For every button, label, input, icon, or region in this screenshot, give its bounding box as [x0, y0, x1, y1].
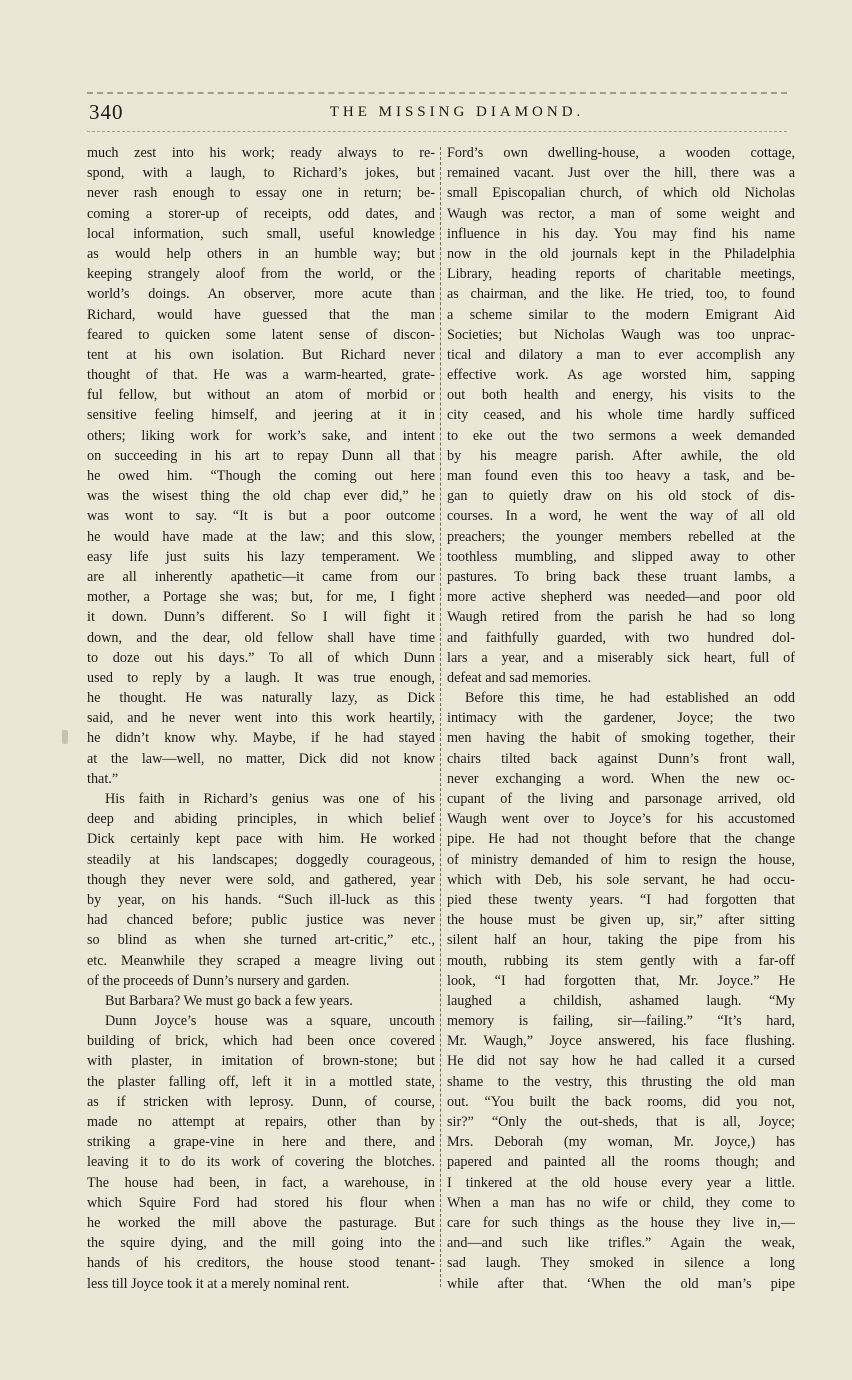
text-line: others; liking work for work’s sake, and intent [87, 427, 435, 444]
text-line: Before this time, he had established an odd [465, 690, 795, 707]
text-line: Waugh went over to Joyce’s for his accustomed [447, 811, 795, 828]
text-line: mother, a Portage she was; but, for me, I fight [87, 589, 435, 606]
text-line: out. “You built the back rooms, did you not, [447, 1093, 795, 1110]
text-line: deep and abiding principles, in which belief [87, 811, 435, 828]
text-line: I tinkered at the old house every year a little. [447, 1174, 795, 1191]
text-line: world’s doings. An observer, more acute than [87, 286, 435, 303]
text-line: intimacy with the gardener, Joyce; the two [447, 710, 795, 727]
text-line: pied these twenty years. “I had forgotten that [447, 891, 795, 908]
text-line: mouth, rubbing its stem gently with a far-off [447, 952, 795, 969]
text-line: building of brick, which had been once covered [87, 1033, 435, 1050]
top-ornamental-rule [87, 92, 787, 94]
text-line: sad laugh. They smoked in silence a long [447, 1255, 795, 1272]
text-line: silent half an hour, taking the pipe from his [447, 932, 795, 949]
text-line: pastures. To bring back these truant lambs, a [447, 568, 795, 585]
text-line: leaving it to do its work of covering the blotches. [87, 1154, 435, 1171]
text-line: Library, heading reports of charitable meetings, [447, 266, 795, 283]
text-line: though they never were sold, and gathered, year [87, 871, 435, 888]
text-line: less till Joyce took it at a merely nominal rent. [87, 1275, 350, 1292]
text-line: as if stricken with leprosy. Dunn, of course, [87, 1093, 435, 1110]
text-line: so blind as when she turned art-critic,” etc., [87, 932, 435, 949]
page-number: 340 [89, 100, 124, 124]
text-line: ful fellow, but without an atom of morbid or [87, 387, 435, 404]
text-line: he didn’t know why. Maybe, if he had stayed [87, 730, 435, 747]
text-line: said, and he never went into this work heartily, [87, 710, 435, 727]
text-line: Dunn Joyce’s house was a square, uncouth [105, 1013, 435, 1030]
text-line: Waugh was rector, a man of some weight and [447, 205, 795, 222]
text-line: and—and such like trifles.” Again the weak, [447, 1235, 795, 1252]
text-line: had chanced before; public justice was never [87, 912, 435, 929]
text-line: Ford’s own dwelling-house, a wooden cottage, [447, 145, 795, 161]
text-line: lars a year, and a miserably sick heart, full of [447, 649, 795, 666]
text-line: courses. In a word, he went the way of all old [447, 508, 795, 525]
text-line: sensitive feeling himself, and jeering at it in [87, 407, 435, 424]
text-line: much zest into his work; ready always to re- [87, 145, 435, 161]
text-line: look, “I had forgotten that, Mr. Joyce.” He [447, 972, 795, 989]
text-line: Dick certainly kept pace with him. He worked [87, 831, 435, 848]
text-line: spond, with a laugh, to Richard’s jokes, but [87, 165, 435, 182]
text-line: never exchanging a word. When the new oc- [447, 770, 795, 787]
text-line: He did not say how he had called it a cursed [447, 1053, 795, 1070]
text-line: laughed a childish, ashamed laugh. “My [447, 992, 795, 1009]
text-line: was wont to say. “It is but a poor outcome [87, 508, 435, 525]
text-line: preachers; the younger members rebelled at the [447, 528, 795, 545]
text-line: tent at his own isolation. But Richard never [87, 346, 435, 363]
header-underline-rule [87, 131, 787, 132]
text-line: he owed him. “Though the coming out here [87, 468, 435, 484]
right-text-column [447, 143, 795, 1294]
text-line: thought of that. He was a warm-hearted, grate- [87, 367, 435, 384]
text-line: as chairman, and the like. He tried, too, to found [447, 286, 795, 303]
text-line: while after that. ‘When the old man’s pipe [447, 1275, 795, 1292]
text-line: The house had been, in fact, a warehouse, in [87, 1174, 435, 1191]
text-line: Societies; but Nicholas Waugh was too unprac- [447, 326, 795, 343]
page-header [87, 100, 787, 126]
text-line: toothless mumbling, and slipped away to other [447, 548, 795, 565]
column-divider [440, 147, 441, 1287]
text-line: by year, on his hands. “Such ill-luck as this [87, 891, 435, 908]
text-line: effective work. As age worsted him, sapping [447, 367, 795, 384]
text-line: cupant of the living and parsonage arrived, old [447, 791, 795, 807]
text-line: His faith in Richard’s genius was one of his [105, 791, 435, 807]
text-line: of the proceeds of Dunn’s nursery and garden. [87, 972, 350, 989]
text-line: never rash enough to essay one in return; be- [87, 185, 435, 202]
text-line: by his meagre parish. After awhile, the old [447, 447, 795, 464]
text-line: etc. Meanwhile they scraped a meagre living out [87, 952, 435, 969]
text-line: down, and the dear, old fellow shall have time [87, 629, 435, 646]
text-line: to doze out his days.” To all of which Dunn [87, 649, 435, 666]
text-line: now in the old journals kept in the Philadelphia [447, 245, 795, 262]
text-line: the house must be given up, sir,” after sitting [447, 912, 795, 929]
text-line: influence in his day. You may find his name [447, 225, 795, 242]
text-line: more active shepherd was needed—and poor old [447, 589, 795, 606]
text-line: of ministry demanded of him to resign the house, [447, 851, 795, 868]
text-line: city ceased, and his whole time hardly sufficed [447, 407, 795, 424]
text-line: hands of his creditors, the house stood tenant- [87, 1255, 435, 1272]
text-line: with plaster, in imitation of brown-stone; but [87, 1053, 435, 1070]
text-line: striking a grape-vine in here and there, and [87, 1134, 435, 1151]
text-line: local information, such small, useful knowledge [87, 225, 435, 242]
text-line: Waugh retired from the parish he had so long [447, 609, 795, 626]
text-line: gan to quietly draw on his old stock of dis- [447, 488, 795, 505]
text-line: tical and dilatory a man to ever accomplish any [447, 346, 795, 363]
text-line: chairs tilted back against Dunn’s front wall, [447, 750, 795, 767]
left-text-column [87, 143, 435, 1294]
text-line: easy life just suits his lazy temperament. We [87, 548, 435, 565]
text-line: he would have made at the law; and this slow, [87, 528, 435, 545]
text-line: as would help others in an humble way; but [87, 245, 435, 262]
text-line: the plaster falling off, left it in a mottled state, [87, 1073, 435, 1090]
text-line: care for such things as the house they live in,— [447, 1214, 795, 1231]
text-line: men having the habit of smoking together, their [447, 730, 795, 747]
text-line: that.” [87, 770, 119, 787]
text-line: memory is failing, sir—failing.” “It’s hard, [447, 1013, 795, 1030]
text-line: was the wisest thing the old chap ever did,” he [87, 488, 435, 505]
text-line: are all inherently apathetic—it came from our [87, 568, 435, 585]
text-line: used to reply by a laugh. It was true enough, [87, 669, 435, 686]
text-line: remained vacant. Just over the hill, there was a [447, 165, 795, 182]
text-line: shame to the vestry, this thrusting the old man [447, 1073, 795, 1090]
text-line: to eke out the two sermons a week demanded [447, 427, 795, 444]
text-line: defeat and sad memories. [447, 669, 592, 686]
text-line: the squire dying, and the mill going into the [87, 1235, 435, 1252]
running-title: THE MISSING DIAMOND. [329, 104, 585, 120]
text-line: papered and painted all the rooms though; and [447, 1154, 795, 1171]
text-line: and faithfully guarded, with two hundred dol- [447, 629, 795, 646]
text-line: When a man has no wife or child, they come to [447, 1194, 795, 1211]
text-line: man found even this too heavy a task, and be- [447, 468, 795, 484]
text-line: steadily at his landscapes; doggedly courageous, [87, 851, 435, 868]
text-line: which with Deb, his sole servant, he had occu- [447, 871, 795, 888]
text-line: out both health and energy, his visits to the [447, 387, 795, 404]
text-line: Mr. Waugh,” Joyce answered, his face flushing. [447, 1033, 795, 1050]
text-line: pipe. He had not thought before that the change [447, 831, 795, 848]
text-line: sir?” “Only the out-sheds, that is all, Joyce; [447, 1114, 795, 1130]
text-line: he worked the mill above the pasturage. But [87, 1214, 435, 1231]
margin-pin-mark [62, 730, 68, 744]
text-line: on succeeding in his art to repay Dunn all that [87, 447, 435, 464]
text-line: which Squire Ford had stored his flour when [87, 1194, 435, 1211]
text-line: feared to quicken some latent sense of discon- [87, 326, 435, 343]
text-line: made no attempt at repairs, other than by [87, 1114, 435, 1130]
text-line: Richard, would have guessed that the man [87, 306, 435, 323]
text-line: small Episcopalian church, of which old Nicholas [447, 185, 795, 202]
text-line: coming a storer-up of receipts, odd dates, and [87, 205, 435, 222]
text-line: a scheme similar to the modern Emigrant Aid [447, 306, 795, 323]
text-line: it down. Dunn’s different. So I will fight it [87, 609, 435, 626]
text-line: at the law—well, no matter, Dick did not know [87, 750, 435, 767]
text-line: keeping strangely aloof from the world, or the [87, 266, 435, 283]
text-line: Mrs. Deborah (my woman, Mr. Joyce,) has [447, 1134, 795, 1151]
text-line: he thought. He was naturally lazy, as Dick [87, 690, 435, 707]
text-line: But Barbara? We must go back a few years. [105, 992, 353, 1009]
